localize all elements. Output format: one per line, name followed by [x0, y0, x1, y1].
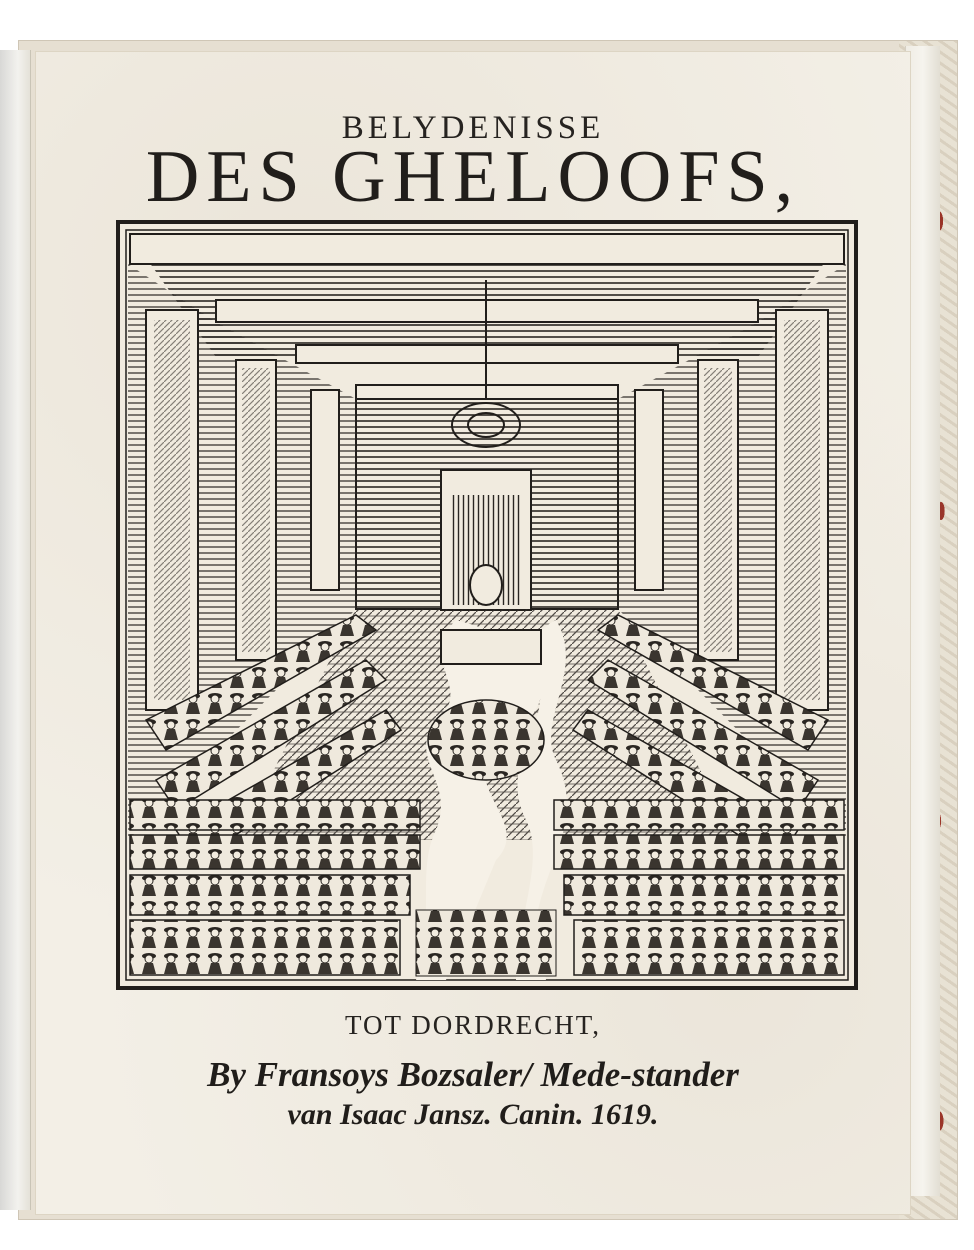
imprint-printer: By Fransoys Bozsaler/ Mede-stander [207, 1055, 739, 1094]
imprint-place: TOT DORDRECHT, [344, 1010, 601, 1040]
title-page [36, 52, 910, 1214]
right-page-stack [905, 46, 940, 1196]
imprint-date: van Isaac Jansz. Canin. 1619. [287, 1098, 659, 1131]
title-line-1: BELYDENISSE [341, 110, 605, 146]
woodcut-illustration [116, 220, 858, 990]
synod-hall-woodcut [116, 220, 858, 990]
left-page-edge [0, 50, 31, 1210]
title-line-2: DES GHELOOFS, [145, 136, 801, 218]
